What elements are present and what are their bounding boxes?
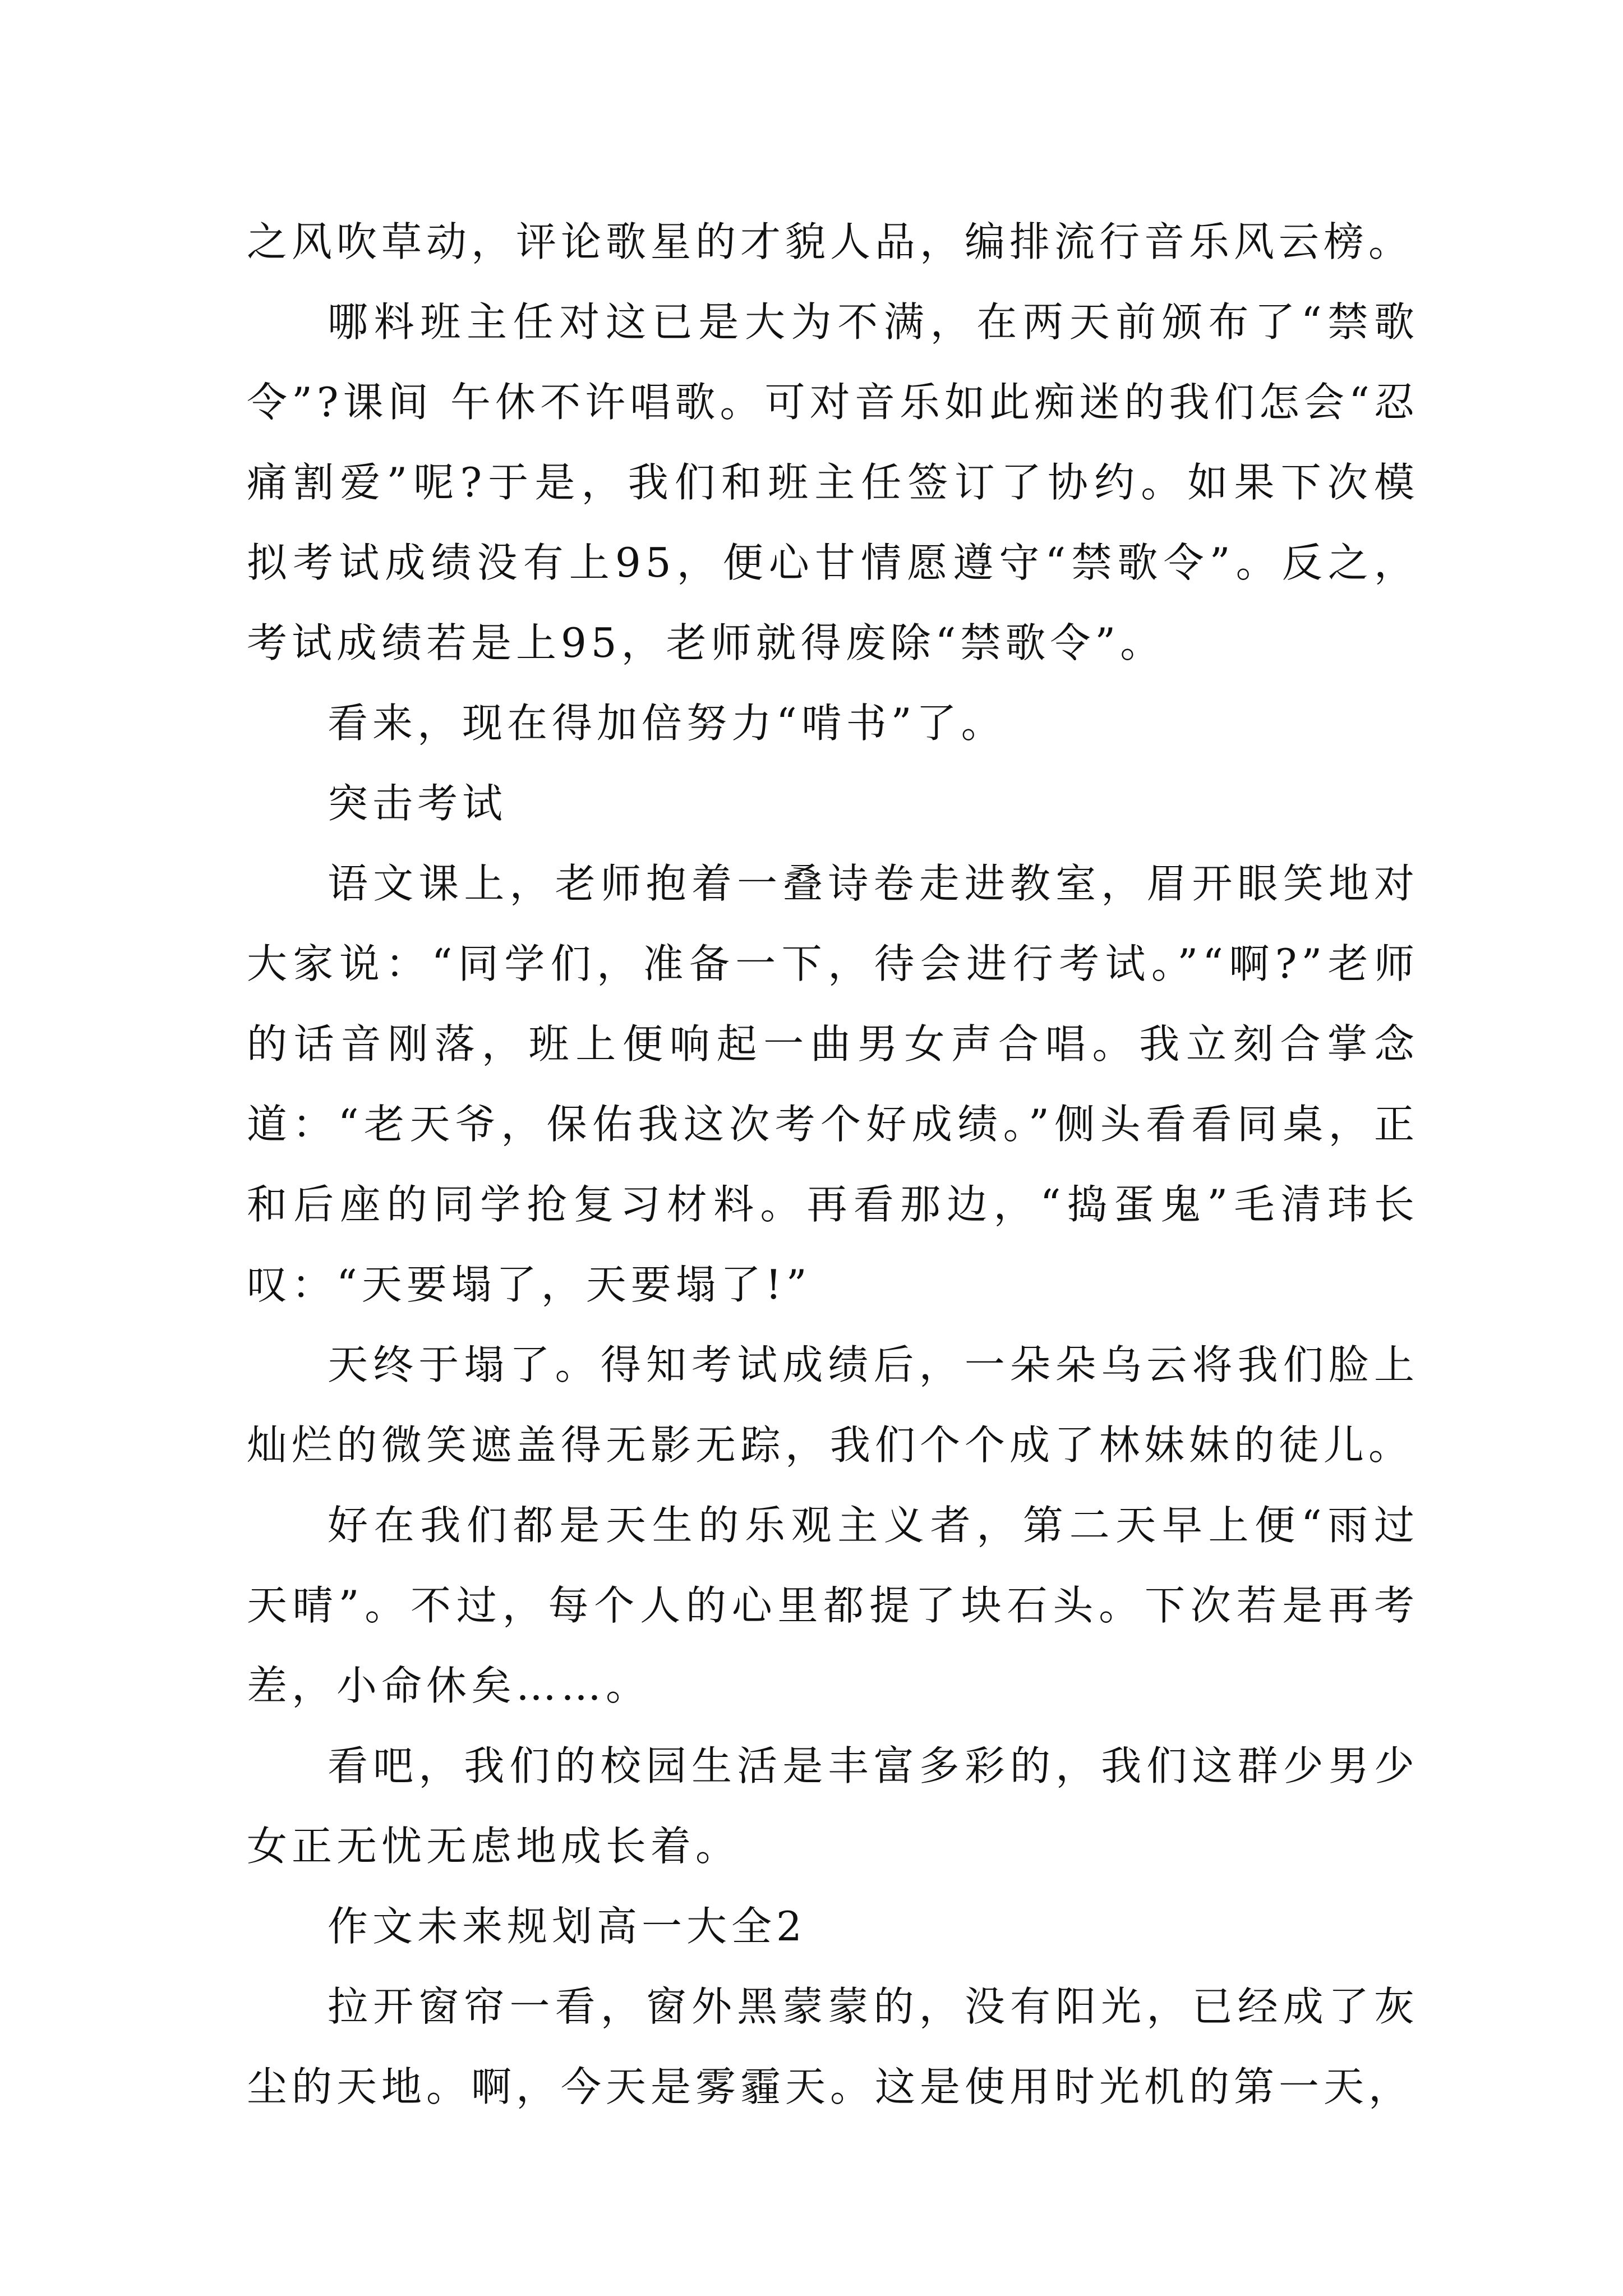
paragraph-ban-on-singing: 哪料班主任对这已是大为不满，在两天前颁布了“禁歌令”?课间 午休不许唱歌。可对音乐如此痴迷的我们怎会“忍痛割爱”呢?于是，我们和班主任签订了协约。如果下次模拟考试成绩没有上95，便心甘情愿遵守“禁歌令”。反之，考试成绩若是上95，老师就得废除“禁歌令”。 xyxy=(247,298,1419,666)
document-body xyxy=(247,202,1419,2127)
paragraph-smog-day: 拉开窗帘一看，窗外黑蒙蒙的，没有阳光，已经成了灰尘的天地。啊，今天是雾霾天。这是使用时光机的第一天， xyxy=(247,1983,1419,2110)
paragraph-study-hard: 看来，现在得加倍努力“啃书”了。 xyxy=(328,700,1006,747)
paragraph-campus-life: 看吧，我们的校园生活是丰富多彩的，我们这群少男少女正无忧无虑地成长着。 xyxy=(247,1742,1419,1870)
paragraph-exam-results: 天终于塌了。得知考试成绩后，一朵朵乌云将我们脸上灿烂的微笑遮盖得无影无踪，我们个个成了林妹妹的徒儿。 xyxy=(247,1341,1419,1469)
paragraph-chinese-class: 语文课上，老师抱着一叠诗卷走进教室，眉开眼笑地对大家说：“同学们，准备一下，待会进行考试。”“啊?”老师的话音刚落，班上便响起一曲男女声合唱。我立刻合掌念道：“老天爷，保佑我这次考个好成绩。”侧头看看同桌，正和后座的同学抢复习材料。再看那边，“捣蛋鬼”毛清玮长叹：“天要塌了，天要塌了!” xyxy=(247,860,1419,1308)
paragraph-optimists: 好在我们都是天生的乐观主义者，第二天早上便“雨过天晴”。不过，每个人的心里都提了块石头。下次若是再考差，小命休矣……。 xyxy=(247,1502,1419,1709)
section-heading-essay-2: 作文未来规划高一大全2 xyxy=(328,1903,806,1950)
paragraph-continuation: 之风吹草动，评论歌星的才貌人品，编排流行音乐风云榜。 xyxy=(247,218,1414,265)
section-heading-surprise-exam: 突击考试 xyxy=(328,780,508,827)
